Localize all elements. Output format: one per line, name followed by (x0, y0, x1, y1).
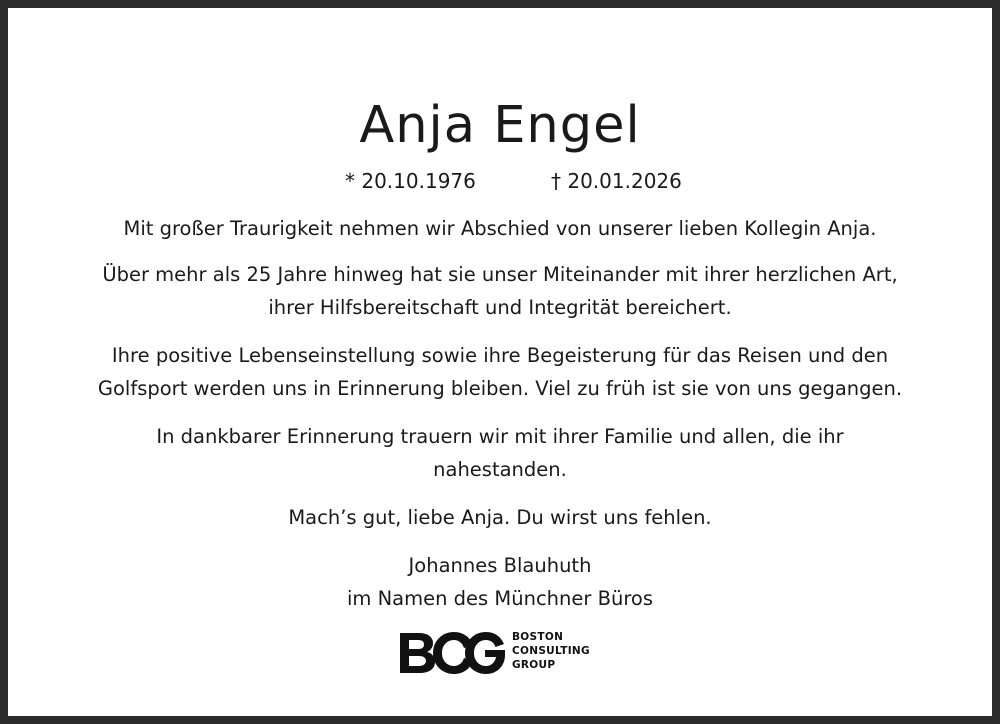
paragraph-farewell (60, 212, 940, 245)
paragraph-mourning (60, 420, 940, 486)
birth-date: * 20.10.1976 (345, 169, 476, 193)
paragraph-line: nahestanden. (433, 458, 567, 481)
bcg-logo (399, 630, 609, 678)
paragraph-line: Über mehr als 25 Jahre hinweg hat sie unser Miteinander mit ihrer herzlichen Art, (102, 263, 898, 286)
deceased-name: Anja Engel (359, 96, 641, 155)
paragraph-line: Mach’s gut, liebe Anja. Du wirst uns fehlen. (288, 506, 712, 529)
logo-line: CONSULTING (512, 645, 590, 657)
bcg-logo-mark (399, 631, 505, 675)
logo-line: BOSTON (512, 631, 564, 643)
paragraph-line: Ihre positive Lebenseinstellung sowie ihre Begeisterung für das Reisen und den (111, 344, 889, 367)
bcg-logo-wordmark (512, 630, 590, 672)
signatory-office: im Namen des Münchner Büros (346, 587, 654, 610)
paragraph-memory (60, 339, 940, 405)
paragraph-line: Golfsport werden uns in Erinnerung bleiben. Viel zu früh ist sie von uns gegangen. (97, 377, 903, 400)
paragraph-line: Mit großer Traurigkeit nehmen wir Abschied von unserer lieben Kollegin Anja. (123, 217, 877, 240)
paragraph-tribute (60, 258, 940, 324)
signature-block (60, 549, 940, 615)
paragraph-goodbye (60, 501, 940, 534)
death-date: † 20.01.2026 (551, 169, 682, 193)
paragraph-line: In dankbarer Erinnerung trauern wir mit ihrer Familie und allen, die ihr (156, 425, 844, 448)
paragraph-line: ihrer Hilfsbereitschaft und Integrität bereichert. (268, 296, 732, 319)
signatory-name: Johannes Blauhuth (408, 554, 592, 577)
logo-line: GROUP (512, 659, 556, 671)
